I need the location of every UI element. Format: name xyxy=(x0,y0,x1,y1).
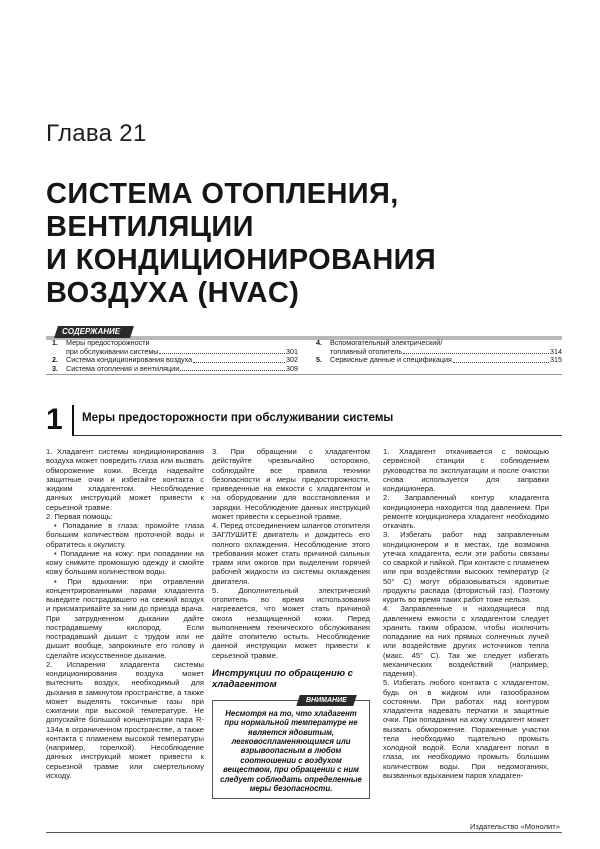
toc-heading: СОДЕРЖАНИЕ xyxy=(54,326,134,338)
warning-label: ВНИМАНИЕ xyxy=(296,695,356,706)
paragraph: 2. Заправленный контур хладагента кондиционера находится под давлением. При ремонте кондиционера хладагент необходимо откачать. xyxy=(383,493,549,530)
paragraph: 2. Испарения хладагента системы кондиционирования воздуха может вытеснить воздух, необходимый для дыхания в замкнутом пространстве, а также может выделять токсичные газы при сжигании при высокой температуре. Не допускайте большой концентрации пара R-134a в ограниченном пространстве, а также контакта с пламенем высокой температуры (например, горелкой). Несоблюдение данных инструкций может привести к серьезной травме или смертельному исходу. xyxy=(46,659,204,780)
paragraph: 1. Хладагент системы кондиционирования воздуха может повредить глаза или вызвать обморожение кожи. Всегда надевайте защитные очки и избегайте контакта с жидким хладагентом. Несоблюдение данных инструкций может привести к серьезной травме. xyxy=(46,447,204,512)
toc-item[interactable]: 2. Система кондиционирования воздуха 302 xyxy=(52,355,298,365)
toc-column-left xyxy=(52,339,298,373)
paragraph: 5. Избегать любого контакта с хладагентом, будь он в жидком или газообразном состоянии. При работах над контуром хладагента надевать перчатки и защитные очки. При попадании на кожу хладагент может вызвать обморожение. Пораженные участки тела необходимо тщательно промыть холодной водой. Если хладагент попал в глаза, их необходимо промыть большим количеством воды. При недомоганиях, вызванных вдыханием паров хладаген- xyxy=(383,678,549,780)
bullet-paragraph: • При вдыхании: при отравлении концентрированными парами хладагента выведите пострадавшего на свежий воздух и присматривайте за ним до приезда врача. При затрудненном дыхании дайте пострадавшему кислород. Если пострадавший дышит с трудом или не дышит вообще, запрокиньте его голову и сделайте искусственное дыхание. xyxy=(46,576,204,660)
text-column-3 xyxy=(383,447,549,780)
text-column-2 xyxy=(212,447,370,799)
section-number: 1 xyxy=(46,403,63,436)
toc-page: 315 xyxy=(550,355,562,365)
paragraph: 3. При обращении с хладагентом действуйте чрезвычайно осторожно, соблюдайте все правила техники безопасности и меры предосторожности, приведенные на емкости с хладагентом и на оборудовании для восстановления и зарядки. Несоблюдение данных инструкций может привести к серьезной травме. xyxy=(212,447,370,521)
chapter-title xyxy=(46,178,566,310)
toc-item[interactable]: 3. Система отопления и вентиляции 309 xyxy=(52,363,298,373)
toc-page: 301 xyxy=(286,346,298,356)
title-line: ВЕНТИЛЯЦИИ xyxy=(46,211,254,243)
title-line: ВОЗДУХА (HVAC) xyxy=(46,277,300,309)
publisher-footer: Издательство «Монолит» xyxy=(469,822,560,831)
paragraph: 2. Первая помощь: xyxy=(46,511,113,521)
toc-page: 302 xyxy=(286,355,298,365)
toc-page: 309 xyxy=(286,363,298,373)
toc-column-right xyxy=(316,339,562,365)
bullet-paragraph: • Попадание на кожу: при попадании на кожу снимите промокшую одежду и смойте кожу большим количеством воды. xyxy=(46,548,204,577)
toc-item[interactable]: 1. Меры предосторожности при обслуживании системы 301 xyxy=(52,338,298,356)
section-title: Меры предосторожности при обслуживании системы xyxy=(82,411,394,424)
warning-text: Несмотря на то, что хладагент при нормальной температуре не является ядовитым, легковоспламеняющимся или взрывоопасным в любом соотношении с воздухом веществом, при обращении с ним следует соблюдать определенные меры безопасности. xyxy=(220,708,362,793)
text-column-1 xyxy=(46,447,204,780)
chapter-label: Глава 21 xyxy=(46,120,147,147)
paragraph: 1. Хладагент откачивается с помощью сервисной станции с соблюдением руководства по эксплуатации и после очистки снова используется для заправки кондиционера. xyxy=(383,447,549,493)
table-of-contents xyxy=(46,327,562,375)
bullet-paragraph: • Попадание в глаза: промойте глаза большим количеством проточной воды и обратитесь к окулисту. xyxy=(46,521,204,549)
title-line: И КОНДИЦИОНИРОВАНИЯ xyxy=(46,244,437,276)
toc-item[interactable]: 5. Сервисные данные и спецификация 315 xyxy=(316,355,562,365)
footer-rule xyxy=(46,832,562,833)
paragraph: 4. Перед отсоединением шлангов отопителя ЗАГЛУШИТЕ двигатель и дождитесь его полного охлаждения. Несоблюдение этого требования может стать причиной сильных травм или ожогов при выделении горячей рабочей жидкости из системы охлаждения двигателя. xyxy=(212,521,370,586)
toc-item[interactable]: 4. Вспомогательный электрический/ топливный отопитель 314 xyxy=(316,338,562,356)
subheading: Инструкции по обращению с хладагентом xyxy=(212,667,353,690)
section-underline xyxy=(72,435,562,436)
paragraph: 5. Дополнительный электрический отопитель во время использования нагревается, что может стать причиной ожога незащищенной кожи. Перед выполнением технического обслуживания дайте отопителю остыть. Несоблюдение данной инструкции может привести к серьезной травме. xyxy=(212,585,370,660)
paragraph: 4. Заправленные и находящиеся под давлением емкости с хладагентом следует хранить таким образом, чтобы исключить попадание на них прямых солнечных лучей или воздействие других источников тепла (макс. 45° С). Так же следует избегать механических воздействий (например, падения). xyxy=(383,604,549,678)
warning-box xyxy=(212,696,370,800)
paragraph: 3. Избегать работ над заправленным кондиционером и в местах, где возможна утечка хладагента, если эти работы связаны со сваркой и пайкой. При контакте с пламенем или при воздействии высоких температур (≥ 50° С) могут образовываться ядовитые продукты распада (фтористый газ). Поэтому курить во время таких работ тоже нельзя. xyxy=(383,530,549,604)
section-divider xyxy=(72,405,74,435)
toc-page: 314 xyxy=(550,346,562,356)
title-line: СИСТЕМА ОТОПЛЕНИЯ, xyxy=(46,178,399,210)
